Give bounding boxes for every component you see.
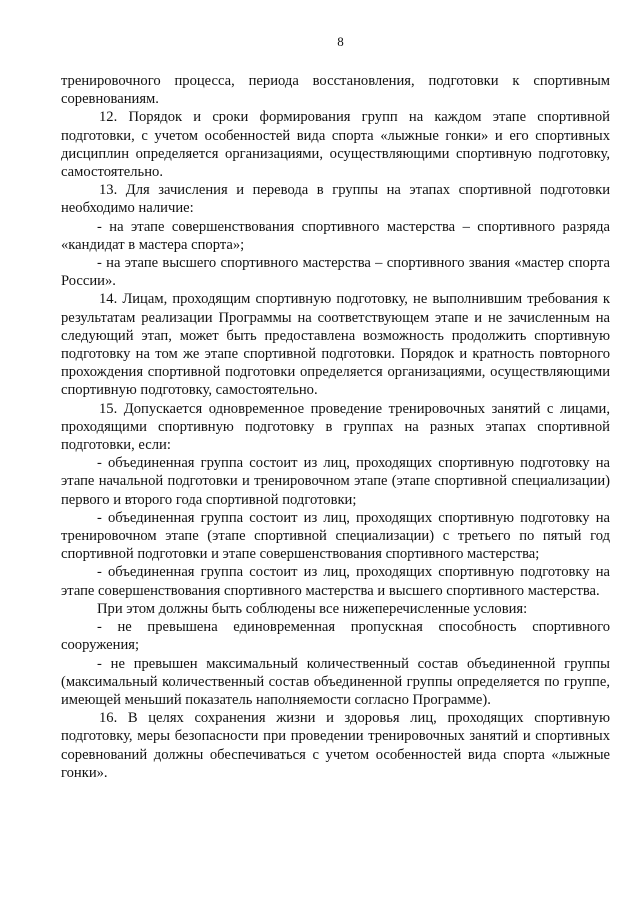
conditions-intro: При этом должны быть соблюдены все нижеперечисленные условия: xyxy=(97,600,528,617)
paragraph-item-15: 15. Допускается одновременное проведение тренировочных занятий с лицами, проходящими спортивную подготовку в группах на разных этапах спортивной подготовки, если: xyxy=(61,400,610,454)
paragraph-item-16: 16. В целях сохранения жизни и здоровья лиц, проходящих спортивную подготовку, меры безопасности при проведении тренировочных занятий и спортивных соревнований должны обеспечиваться с учетом особенностей вида спорта «лыжные гонки». xyxy=(61,710,610,781)
list-item-13-2: - на этапе высшего спортивного мастерства – спортивного звания «мастер спорта России». xyxy=(61,255,610,290)
paragraph-continuation: тренировочного процесса, периода восстановления, подготовки к спортивным соревнованиям. xyxy=(61,73,610,108)
paragraph-item-13: 13. Для зачисления и перевода в группы на этапах спортивной подготовки необходимо наличие: xyxy=(61,182,610,217)
list-item-13-1: - на этапе совершенствования спортивного мастерства – спортивного разряда «кандидат в мастера спорта»; xyxy=(61,218,610,253)
document-body xyxy=(61,72,610,782)
list-item-15-3: - объединенная группа состоит из лиц, проходящих спортивную подготовку на этапе совершенствования спортивного мастерства и высшего спортивного мастерства. xyxy=(61,564,610,599)
condition-2: - не превышен максимальный количественный состав объединенной группы (максимальный количественный состав объединенной группы определяется по группе, имеющей меньший показатель наполняемости согласно Программе). xyxy=(61,655,610,708)
paragraph-item-12: 12. Порядок и сроки формирования групп на каждом этапе спортивной подготовки, с учетом особенностей вида спорта «лыжные гонки» и его спортивных дисциплин определяется организациями, осуществляющими спортивную подготовку, самостоятельно. xyxy=(61,109,610,181)
condition-1: - не превышена единовременная пропускная способность спортивного сооружения; xyxy=(61,619,610,654)
page-number: 8 xyxy=(337,34,344,49)
paragraph-item-14: 14. Лицам, проходящим спортивную подготовку, не выполнившим требования к результатам реализации Программы на соответствующем этапе и не зачисленным на следующий этап, может быть предоставлена возможность продолжить спортивную подготовку на том же этапе спортивной подготовки. Порядок и кратность повторного прохождения спортивной подготовки определяется организациями, осуществляющими спортивную подготовку, самостоятельно. xyxy=(61,291,610,399)
list-item-15-1: - объединенная группа состоит из лиц, проходящих спортивную подготовку на этапе начальной подготовки и тренировочном этапе (этапе спортивной специализации) первого и второго года спортивной подготовки; xyxy=(61,455,610,508)
list-item-15-2: - объединенная группа состоит из лиц, проходящих спортивную подготовку на тренировочном этапе (этапе спортивной специализации) с третьего по пятый год спортивной подготовки и этапе совершенствования спортивного мастерства; xyxy=(61,509,610,563)
